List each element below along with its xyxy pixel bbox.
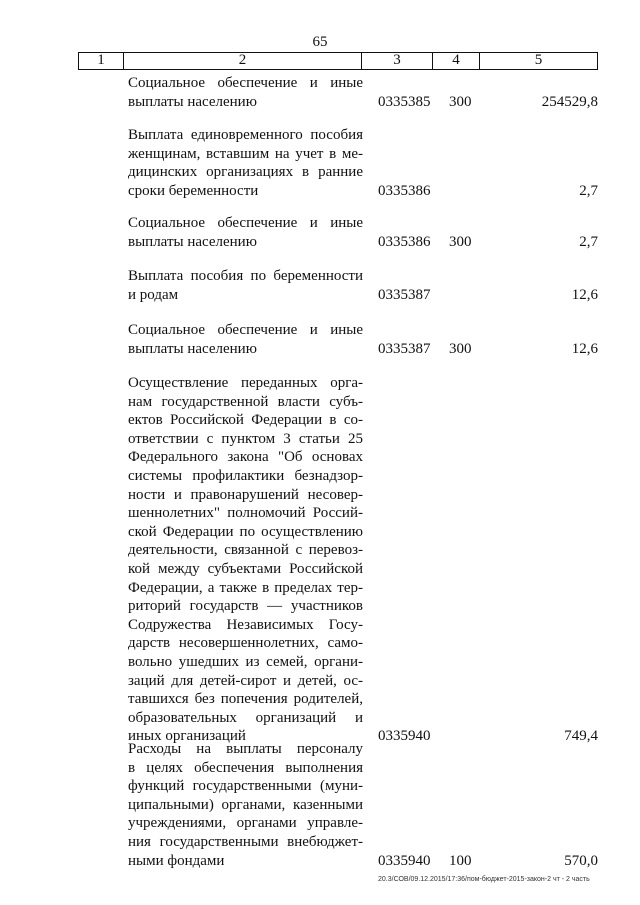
description-line: тавшихся без попечения родителей, (128, 691, 363, 708)
footer-stamp: 20.3/СОВ/09.12.2015/17:36/пом-бюджет-2015-закон-2 чт - 2 часть (378, 876, 590, 883)
amount: 12,6 (571, 340, 598, 357)
description-line: ния государственными внебюджет- (128, 833, 363, 850)
description-line: иных организаций (128, 728, 246, 745)
amount: 570,0 (564, 852, 598, 869)
expense-type: 300 (449, 93, 472, 110)
expense-type: 300 (449, 233, 472, 250)
description-line: учреждениями, органами управле- (128, 815, 363, 832)
description-line: выплаты населению (128, 233, 257, 250)
target-code: 0335940 (378, 852, 431, 869)
description-line: деятельности, связанной с перевоз- (128, 542, 363, 559)
description-line: в целях обеспечения выполнения (128, 759, 363, 776)
description-line: выплаты населению (128, 93, 257, 110)
expense-type: 300 (449, 340, 472, 357)
column-header-2: 2 (124, 53, 362, 70)
description-line: ными фондами (128, 852, 225, 869)
description-line: Осуществление переданных орга- (128, 375, 363, 391)
description-line: Выплата единовременного пособия (128, 127, 363, 143)
description-line: сроки беременности (128, 182, 259, 199)
target-code: 0335387 (378, 286, 431, 303)
target-code: 0335387 (378, 340, 431, 357)
description-line: риторий государств — участников (128, 598, 363, 615)
row-description (128, 74, 363, 111)
expense-type: 100 (449, 852, 472, 869)
description-line: Выплата пособия по беременности (128, 268, 363, 284)
description-line: Расходы на выплаты персоналу (128, 741, 363, 757)
description-line: Федерации, а также в пределах тер- (128, 579, 363, 596)
amount: 2,7 (579, 233, 598, 250)
column-header-4: 4 (433, 53, 480, 70)
amount: 12,6 (571, 286, 598, 303)
column-header-3: 3 (362, 53, 433, 70)
row-description (128, 126, 363, 200)
column-header-5: 5 (480, 53, 598, 70)
page-number: 65 (312, 34, 328, 50)
row-description (128, 374, 363, 746)
description-line: женщинам, вставшим на учет в ме- (128, 145, 363, 162)
description-line: вольно ушедших из семей, органи- (128, 653, 363, 670)
row-description (128, 267, 363, 304)
description-line: ской Федерации по осуществлению (128, 523, 363, 540)
description-line: дицинских организациях в ранние (128, 164, 363, 181)
description-line: системы профилактики безнадзор- (128, 467, 363, 484)
description-line: дарств несовершеннолетних, само- (128, 635, 363, 652)
description-line: нам государственной власти субъ- (128, 393, 363, 410)
target-code: 0335385 (378, 93, 431, 110)
description-line: Содружества Независимых Госу- (128, 616, 363, 633)
row-description (128, 740, 363, 870)
description-line: ципальными) органами, казенными (128, 796, 363, 813)
row-description (128, 321, 363, 358)
row-description (128, 214, 363, 251)
column-header-1: 1 (79, 53, 124, 70)
description-line: Социальное обеспечение и иные (128, 322, 363, 338)
description-line: ности и правонарушений несовер- (128, 486, 363, 503)
description-line: ектов Российской Федерации в со- (128, 412, 363, 429)
description-line: заций для детей-сирот и детей, ос- (128, 672, 363, 689)
description-line: ответствии с пунктом 3 статьи 25 (128, 430, 363, 447)
amount: 2,7 (579, 182, 598, 199)
description-line: выплаты населению (128, 340, 257, 357)
description-line: шеннолетних" полномочий Россий- (128, 505, 363, 522)
description-line: Федерального закона "Об основах (128, 449, 363, 466)
target-code: 0335386 (378, 233, 431, 250)
description-line: Социальное обеспечение и иные (128, 75, 363, 91)
target-code: 0335940 (378, 728, 431, 745)
description-line: и родам (128, 286, 179, 303)
description-line: Социальное обеспечение и иные (128, 215, 363, 231)
description-line: кой между субъектами Российской (128, 560, 363, 577)
description-line: функций государственными (муни- (128, 778, 363, 795)
description-line: образовательных организаций и (128, 709, 363, 726)
amount: 749,4 (564, 728, 598, 745)
amount: 254529,8 (541, 93, 598, 110)
target-code: 0335386 (378, 182, 431, 199)
